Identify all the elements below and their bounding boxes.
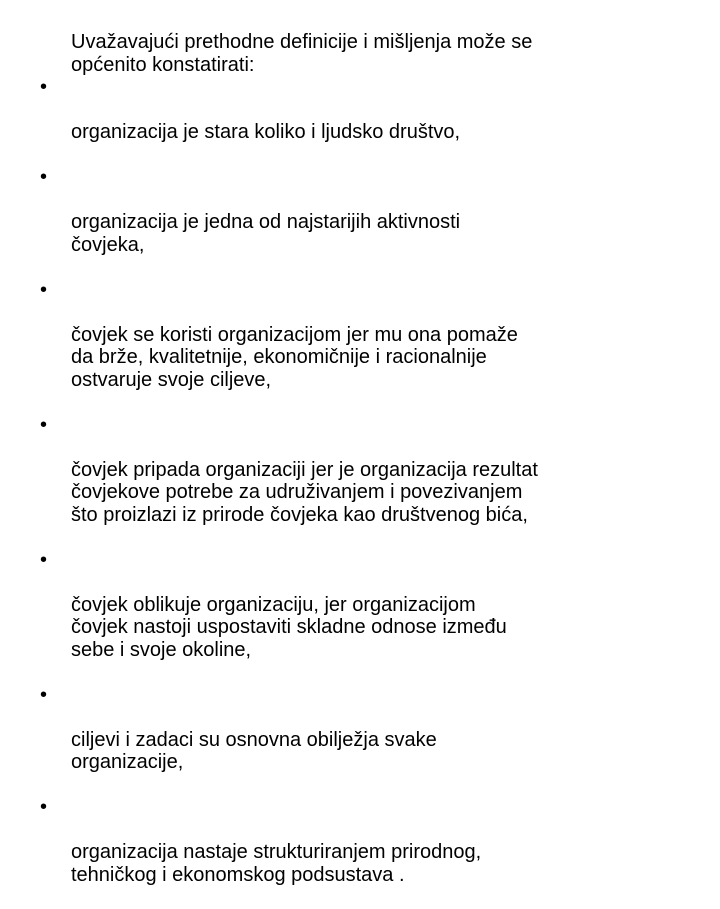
list-item <box>40 414 700 549</box>
bullet-icon: • <box>40 683 48 706</box>
list-item-text: čovjek oblikuje organizaciju, jer organizacijom čovjek nastoji uspostaviti skladne odnose između sebe i svoje okoline, <box>71 593 507 661</box>
list-item <box>40 796 700 909</box>
list-item-text: organizacija nastaje strukturiranjem prirodnog, tehničkog i ekonomskog podsustava . <box>71 841 482 886</box>
bullet-icon: • <box>40 278 48 301</box>
list-item <box>40 166 700 279</box>
bullet-icon: • <box>40 76 48 98</box>
list-item-text: čovjek se koristi organizacijom jer mu ona pomaže da brže, kvalitetnije, ekonomičnije i racionalnije ostvaruje svoje ciljeve, <box>71 323 518 391</box>
list-item-text: organizacija je stara koliko i ljudsko društvo, <box>71 121 461 143</box>
list-item <box>40 684 700 797</box>
intro-text: Uvažavajući prethodne definicije i mišljenja može se općenito konstatirati: <box>71 31 533 76</box>
bullet-icon: • <box>40 413 48 436</box>
bullet-icon: • <box>40 796 48 818</box>
list-item-text: ciljevi i zadaci su osnovna obilježja svake organizacije, <box>71 728 437 773</box>
slide-content <box>40 31 700 909</box>
bullet-list <box>40 76 700 909</box>
list-item <box>40 279 700 414</box>
list-item <box>40 549 700 684</box>
list-item-text: organizacija je jedna od najstarijih aktivnosti čovjeka, <box>71 211 461 256</box>
bullet-icon: • <box>40 166 48 188</box>
bullet-icon: • <box>40 548 48 571</box>
list-item <box>40 76 700 166</box>
list-item-text: čovjek pripada organizaciji jer je organizacija rezultat čovjekove potrebe za udruživanjem i povezivanjem što proizlazi iz prirode čovjeka kao društvenog bića, <box>71 458 538 526</box>
